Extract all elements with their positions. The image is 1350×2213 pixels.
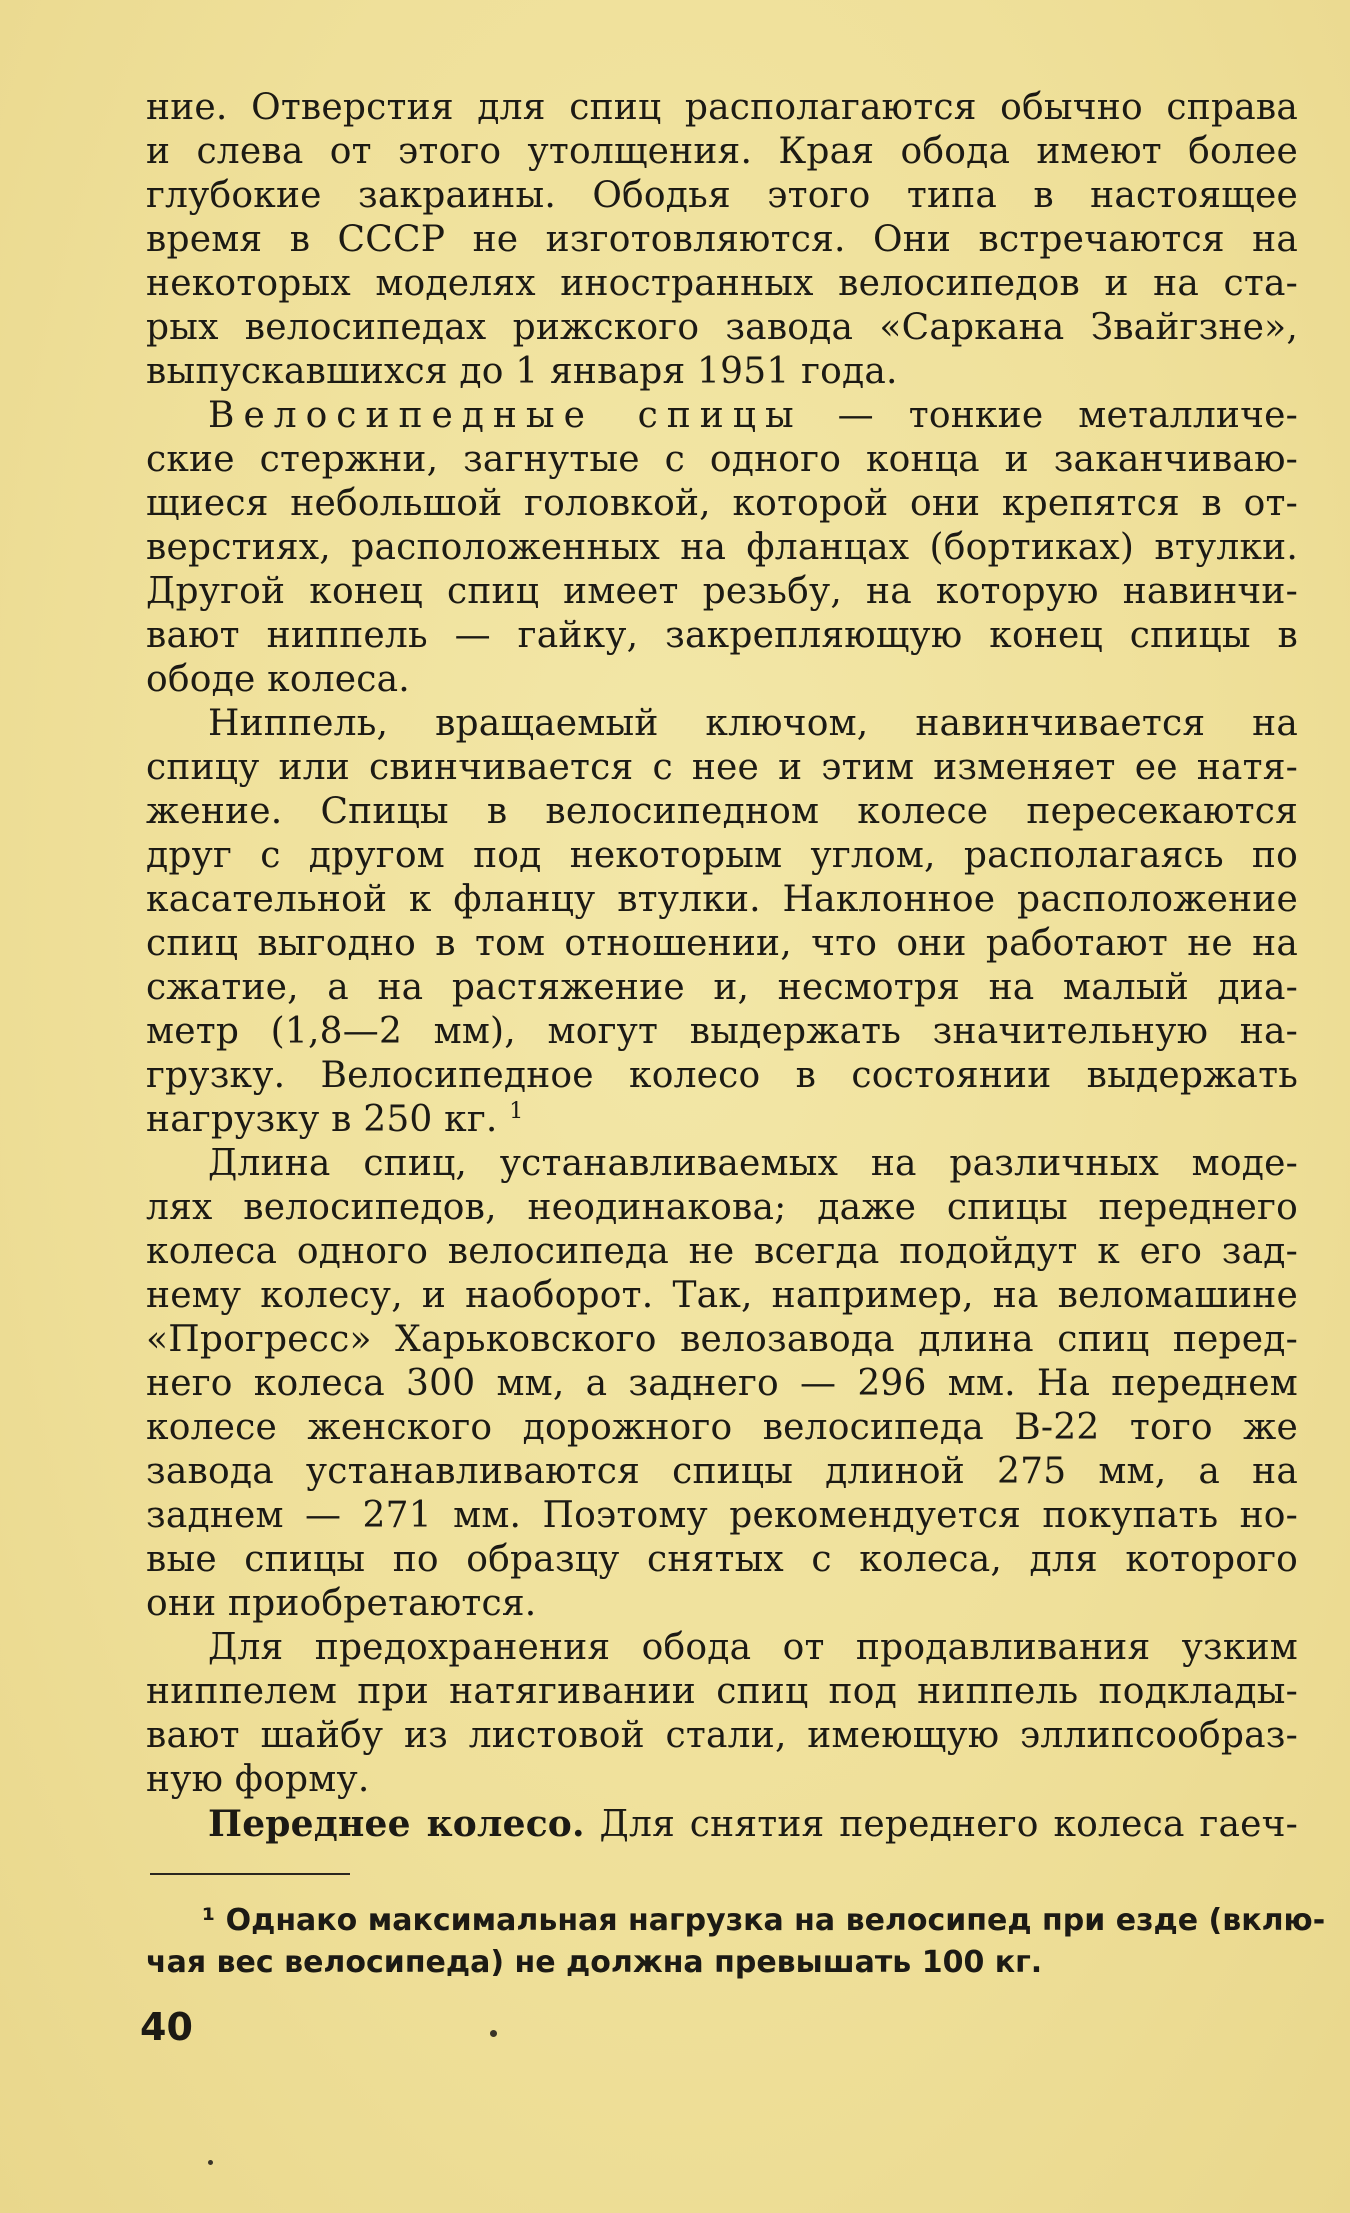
line-text: ниппелем при натягивании спиц под ниппель подклады- [146,1671,1298,1712]
text-line [146,262,1298,306]
text-line [146,614,1298,658]
text-line [146,1362,1298,1406]
line-text: щиеся небольшой головкой, которой они крепятся в от- [146,483,1298,524]
line-text: верстиях, расположенных на фланцах (бортиках) втулки. [146,527,1298,568]
line-text: вают ниппель — гайку, закрепляющую конец спицы в [146,615,1298,656]
line-text: время в СССР не изготовляются. Они встречаются на [146,219,1298,260]
line-text: сжатие, а на растяжение и, несмотря на малый диа- [146,967,1298,1008]
line-text: некоторых моделях иностранных велосипедов и на ста- [146,263,1298,304]
footnote-divider [150,1873,350,1875]
text-line [146,702,1298,746]
text-line [146,1582,1298,1626]
line-text: метр (1,8—2 мм), могут выдержать значительную на- [146,1011,1298,1052]
text-line [146,1714,1298,1758]
text-line [146,1274,1298,1318]
line-text: спиц выгодно в том отношении, что они работают не на [146,923,1298,964]
footnote-marker: 1 [509,1099,524,1124]
body-text [146,86,1298,1846]
text-line [146,1758,1298,1802]
footnote-line: чая вес велосипеда) не должна превышать 100 кг. [146,1945,1043,1980]
text-line [146,658,1298,702]
text-line [146,1010,1298,1054]
text-line [146,306,1298,350]
line-text: грузку. Велосипедное колесо в состоянии выдержать [146,1055,1298,1096]
line-text: ную форму. [146,1759,370,1800]
line-text: Для предохранения обода от продавливания узким [208,1627,1298,1668]
text-line [146,394,1298,438]
text-line [146,1230,1298,1274]
line-text: ские стержни, загнутые с одного конца и заканчиваю- [146,439,1298,480]
text-line [146,1450,1298,1494]
line-text: лях велосипедов, неодинакова; даже спицы переднего [146,1187,1298,1228]
line-text: Длина спиц, устанавливаемых на различных моде- [208,1143,1298,1184]
line-text: «Прогресс» Харьковского велозавода длина спиц перед- [146,1319,1298,1360]
text-line [146,834,1298,878]
line-text: нагрузку в 250 кг. [146,1099,498,1140]
line-text: Другой конец спиц имеет резьбу, на которую навинчи- [146,571,1298,612]
text-line [146,746,1298,790]
text-line [146,570,1298,614]
text-line [146,1318,1298,1362]
footnote [146,1900,1326,1984]
line-text: ободе колеса. [146,659,410,700]
text-line [146,878,1298,922]
line-text: и слева от этого утолщения. Края обода имеют более [146,131,1298,172]
text-line [146,1098,1298,1142]
text-line [146,1142,1298,1186]
footnote-line: ¹ Однако максимальная нагрузка на велосипед при езде (вклю- [202,1903,1326,1938]
line-text: Для снятия переднего колеса гаеч- [599,1804,1298,1845]
line-text: Ниппель, вращаемый ключом, навинчивается на [208,703,1298,744]
text-line [146,1626,1298,1670]
line-text: завода устанавливаются спицы длиной 275 мм, а на [146,1451,1298,1492]
line-text: колеса одного велосипеда не всегда подойдут к его зад- [146,1231,1298,1272]
section-heading: Переднее колесо. [208,1803,585,1845]
text-line [146,1054,1298,1098]
text-line [146,130,1298,174]
text-line [146,1494,1298,1538]
text-line [146,174,1298,218]
text-line [146,922,1298,966]
line-text: ние. Отверстия для спиц располагаются обычно справа [146,87,1298,128]
line-text: — тонкие металличе- [837,395,1298,436]
page-number: 40 [140,2005,193,2049]
line-text: друг с другом под некоторым углом, располагаясь по [146,835,1298,876]
line-text: выпускавшихся до 1 января 1951 года. [146,351,898,392]
text-line [146,526,1298,570]
line-text: спицу или свинчивается с нее и этим изменяет ее натя- [146,747,1298,788]
line-text: заднем — 271 мм. Поэтому рекомендуется покупать но- [146,1495,1298,1536]
line-text: они приобретаются. [146,1583,537,1624]
text-line [146,1802,1298,1846]
line-text: нему колесу, и наоборот. Так, например, на веломашине [146,1275,1298,1316]
text-line [146,86,1298,130]
line-text: касательной к фланцу втулки. Наклонное расположение [146,879,1298,920]
text-line [146,482,1298,526]
text-line [146,350,1298,394]
print-speck [208,2160,213,2165]
text-line [146,218,1298,262]
line-text: рых велосипедах рижского завода «Саркана Звайгзне», [146,307,1298,348]
text-line [146,1670,1298,1714]
line-text: колесе женского дорожного велосипеда В-22 того же [146,1407,1298,1448]
text-line [146,1186,1298,1230]
text-line [146,1406,1298,1450]
text-line [146,1538,1298,1582]
text-line [146,790,1298,834]
text-line [146,438,1298,482]
line-text: вают шайбу из листовой стали, имеющую эллипсообраз- [146,1715,1298,1756]
text-line [146,966,1298,1010]
line-text: него колеса 300 мм, а заднего — 296 мм. На переднем [146,1363,1298,1404]
spaced-term: Велосипедные спицы [208,395,803,436]
line-text: жение. Спицы в велосипедном колесе пересекаются [146,791,1298,832]
line-text: глубокие закраины. Ободья этого типа в настоящее [146,175,1298,216]
line-text: вые спицы по образцу снятых с колеса, для которого [146,1539,1298,1580]
print-speck [490,2030,497,2037]
